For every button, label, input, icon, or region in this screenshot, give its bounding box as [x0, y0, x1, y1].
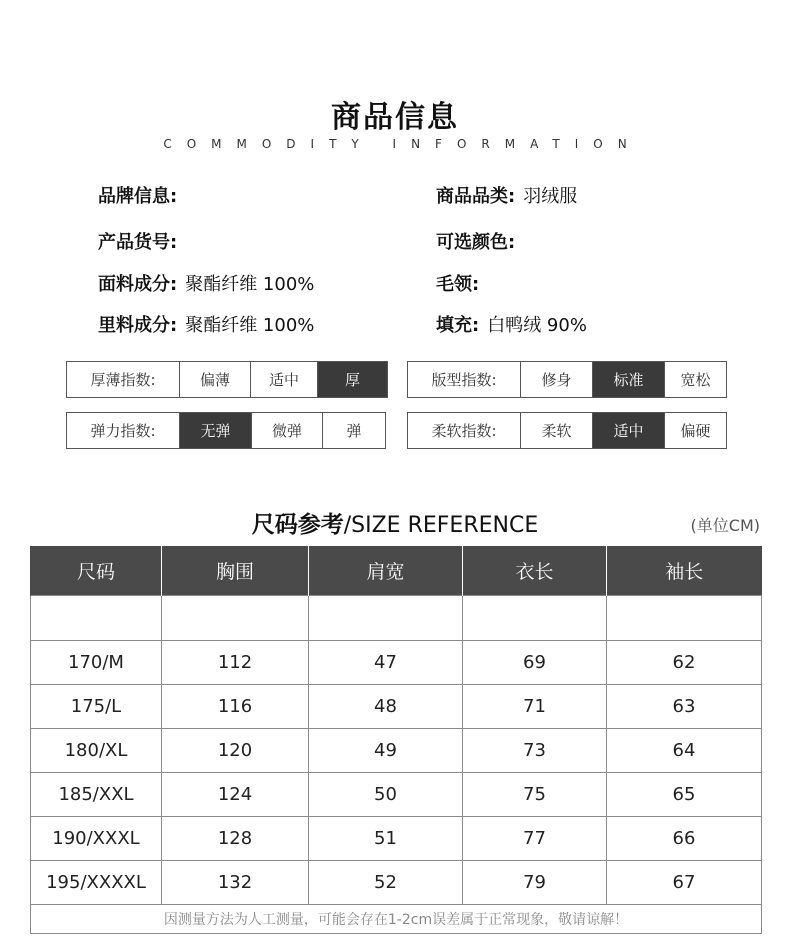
table-cell: 69 — [463, 641, 607, 685]
table-row — [31, 861, 762, 905]
page-subtitle: COMMODITY INFORMATION — [163, 137, 642, 151]
table-cell: 52 — [309, 861, 463, 905]
table-cell: 71 — [463, 685, 607, 729]
table-cell: 79 — [463, 861, 607, 905]
table-cell: 124 — [162, 773, 309, 817]
info-item-no — [98, 228, 185, 254]
elasticity-index — [66, 412, 386, 449]
size-table — [30, 546, 762, 934]
size-reference-title — [0, 506, 790, 539]
size-table-header — [31, 546, 762, 596]
info-brand-label: 品牌信息: — [98, 186, 178, 207]
table-cell: 65 — [607, 773, 762, 817]
thickness-index — [66, 361, 388, 398]
softness-option: 柔软 — [520, 413, 592, 448]
info-fabric-label: 面料成分: — [98, 274, 178, 295]
table-cell: 66 — [607, 817, 762, 861]
col-header-sleeve: 袖长 — [607, 546, 762, 596]
table-cell: 170/M — [31, 641, 162, 685]
table-cell: 116 — [162, 685, 309, 729]
table-cell: 132 — [162, 861, 309, 905]
fit-option: 标准 — [592, 362, 664, 397]
fit-index-label: 版型指数: — [431, 371, 497, 389]
info-category-value: 羽绒服 — [523, 186, 578, 207]
table-cell — [463, 596, 607, 641]
table-row-empty — [31, 596, 762, 641]
info-collar — [436, 270, 487, 296]
info-colors-label: 可选颜色: — [436, 232, 516, 253]
size-title-cn: 尺码参考 — [251, 512, 344, 538]
table-row — [31, 817, 762, 861]
table-row — [31, 729, 762, 773]
table-row — [31, 641, 762, 685]
table-cell — [31, 596, 162, 641]
info-lining-label: 里料成分: — [98, 315, 178, 336]
info-item-no-label: 产品货号: — [98, 232, 178, 253]
info-colors — [436, 228, 523, 254]
table-cell: 50 — [309, 773, 463, 817]
info-category-label: 商品品类: — [436, 186, 516, 207]
col-header-length: 衣长 — [463, 546, 607, 596]
elasticity-index-label: 弹力指数: — [90, 422, 156, 440]
col-header-shoulder: 肩宽 — [309, 546, 463, 596]
fit-option: 修身 — [520, 362, 592, 397]
fit-index — [407, 361, 727, 398]
table-cell: 64 — [607, 729, 762, 773]
table-cell: 195/XXXXL — [31, 861, 162, 905]
info-filling-label: 填充: — [436, 315, 480, 336]
table-cell: 128 — [162, 817, 309, 861]
table-cell: 62 — [607, 641, 762, 685]
table-cell: 75 — [463, 773, 607, 817]
info-filling-value: 白鸭绒 90% — [487, 315, 587, 336]
elasticity-option: 无弹 — [179, 413, 251, 448]
table-cell: 77 — [463, 817, 607, 861]
info-fabric — [98, 270, 314, 296]
elasticity-option: 弹 — [322, 413, 385, 448]
table-cell: 67 — [607, 861, 762, 905]
table-cell: 51 — [309, 817, 463, 861]
table-note-row — [31, 905, 762, 934]
col-header-size: 尺码 — [31, 546, 162, 596]
info-collar-label: 毛领: — [436, 274, 480, 295]
info-lining-value: 聚酯纤维 100% — [185, 315, 315, 336]
softness-option: 适中 — [592, 413, 664, 448]
table-cell — [162, 596, 309, 641]
page-title: 商品信息 — [331, 100, 459, 135]
softness-option: 偏硬 — [664, 413, 726, 448]
col-header-chest: 胸围 — [162, 546, 309, 596]
softness-index — [407, 412, 727, 449]
thickness-option: 偏薄 — [179, 362, 250, 397]
info-category — [436, 182, 577, 208]
table-cell: 63 — [607, 685, 762, 729]
table-cell: 73 — [463, 729, 607, 773]
measurement-note: 因测量方法为人工测量，可能会存在1-2cm误差属于正常现象，敬请谅解！ — [31, 905, 762, 934]
thickness-option: 适中 — [250, 362, 317, 397]
table-cell: 47 — [309, 641, 463, 685]
table-cell: 185/XXL — [31, 773, 162, 817]
table-cell: 180/XL — [31, 729, 162, 773]
table-cell: 175/L — [31, 685, 162, 729]
size-unit: (单位CM) — [690, 516, 760, 535]
table-cell — [607, 596, 762, 641]
thickness-option: 厚 — [317, 362, 387, 397]
thickness-index-label: 厚薄指数: — [90, 371, 156, 389]
info-fabric-value: 聚酯纤维 100% — [185, 274, 315, 295]
table-cell: 120 — [162, 729, 309, 773]
table-row — [31, 773, 762, 817]
size-title-en: /SIZE REFERENCE — [343, 513, 539, 538]
table-cell: 48 — [309, 685, 463, 729]
table-cell: 112 — [162, 641, 309, 685]
table-cell: 190/XXXL — [31, 817, 162, 861]
elasticity-option: 微弹 — [251, 413, 322, 448]
info-brand — [98, 182, 185, 208]
table-cell: 49 — [309, 729, 463, 773]
softness-index-label: 柔软指数: — [431, 422, 497, 440]
fit-option: 宽松 — [664, 362, 726, 397]
info-filling — [436, 311, 587, 337]
info-lining — [98, 311, 314, 337]
table-cell — [309, 596, 463, 641]
table-row — [31, 685, 762, 729]
